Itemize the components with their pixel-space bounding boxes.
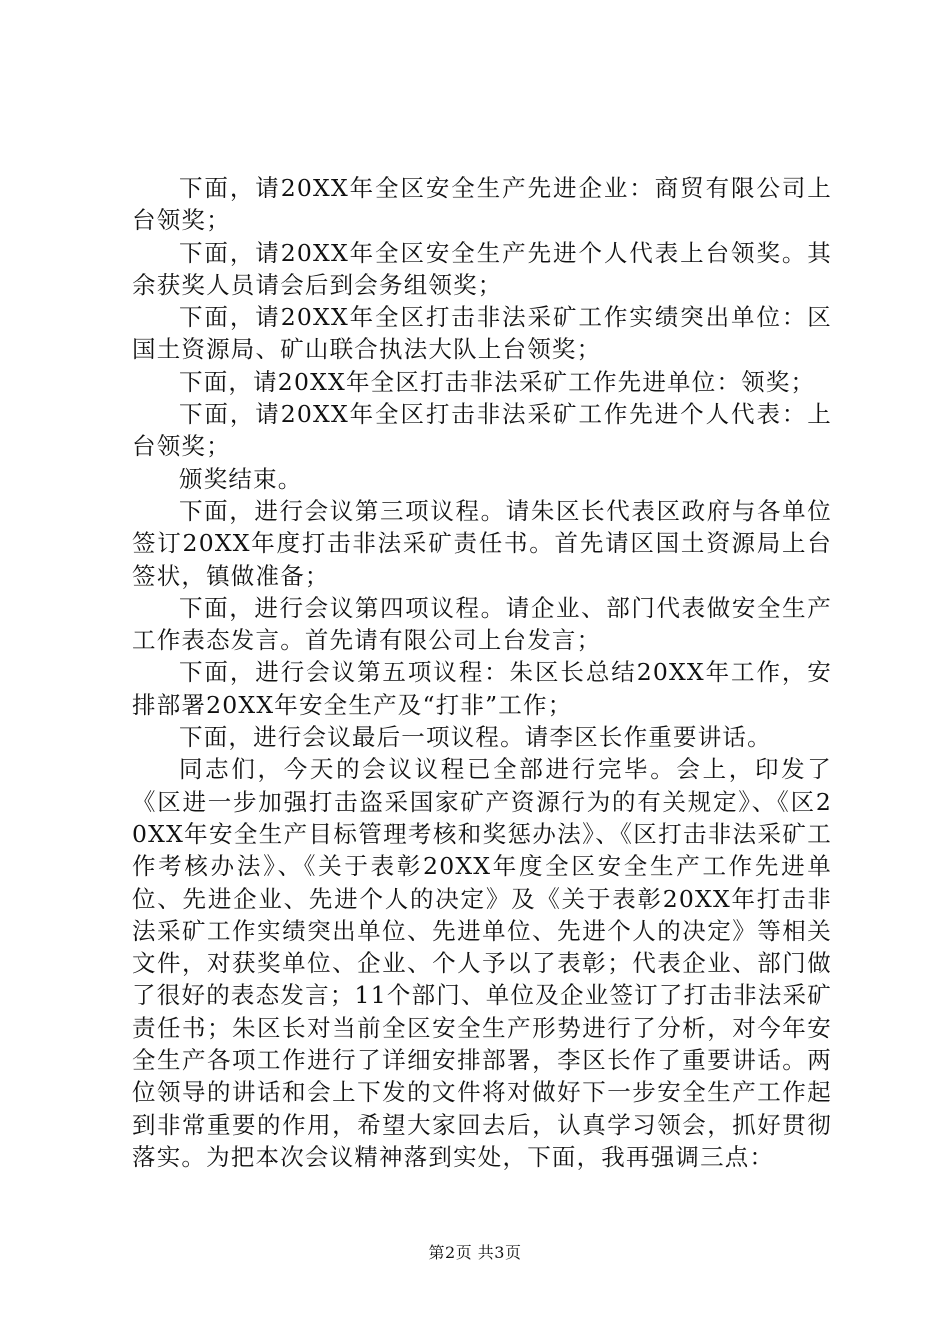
paragraph: 下面，请20XX年全区打击非法采矿工作先进单位：领奖； (179, 367, 816, 396)
paragraph: 下面，进行会议第三项议程。请朱区长代表区政府与各单位签订20XX年度打击非法采矿责任书。首先请区国土资源局上台签状，镇做准备； (132, 496, 832, 590)
paragraph: 下面，请20XX年全区安全生产先进企业：商贸有限公司上台领奖； (132, 174, 832, 235)
paragraph: 同志们，今天的会议议程已全部进行完毕。会上，印发了《区进一步加强打击盗采国家矿产资源行为的有关规定》、《区20XX年安全生产目标管理考核和奖惩办法》、《区打击非法采矿工作考核办法》、《关于表彰20XX年度全区安全生产工作先进单位、先进企业、先进个人的决定》及《关于表彰20XX年打击非法采矿工作实绩突出单位、先进单位、先进个人的决定》等相关文件，对获奖单位、企业、个人予以了表彰；代表企业、部门做了很好的表态发言；11个部门、单位及企业签订了打击非法采矿责任书；朱区长对当前全区安全生产形势进行了分析，对今年安全生产各项工作进行了详细安排部署，李区长作了重要讲话。两位领导的讲话和会上下发的文件将对做好下一步安全生产工作起到非常重要的作用，希望大家回去后，认真学习领会，抓好贯彻落实。为把本次会议精神落到实处，下面，我再强调三点： (132, 755, 832, 1171)
paragraph: 下面，请20XX年全区打击非法采矿工作先进个人代表：上台领奖； (132, 400, 832, 461)
paragraph: 下面，进行会议第四项议程。请企业、部门代表做安全生产工作表态发言。首先请有限公司上台发言； (132, 593, 832, 655)
paragraph: 下面，请20XX年全区打击非法采矿工作实绩突出单位：区国土资源局、矿山联合执法大队上台领奖； (132, 303, 832, 364)
paragraph: 下面，请20XX年全区安全生产先进个人代表上台领奖。其余获奖人员请会后到会务组领奖； (132, 238, 832, 299)
document-body (132, 172, 832, 1173)
paragraph: 下面，进行会议第五项议程：朱区长总结20XX年工作，安排部署20XX年安全生产及“打非”工作； (132, 658, 832, 719)
paragraph: 下面，进行会议最后一项议程。请李区长作重要讲话。 (179, 723, 772, 752)
page-number-footer: 第2页 共3页 (428, 1243, 522, 1262)
paragraph: 颁奖结束。 (179, 464, 303, 493)
